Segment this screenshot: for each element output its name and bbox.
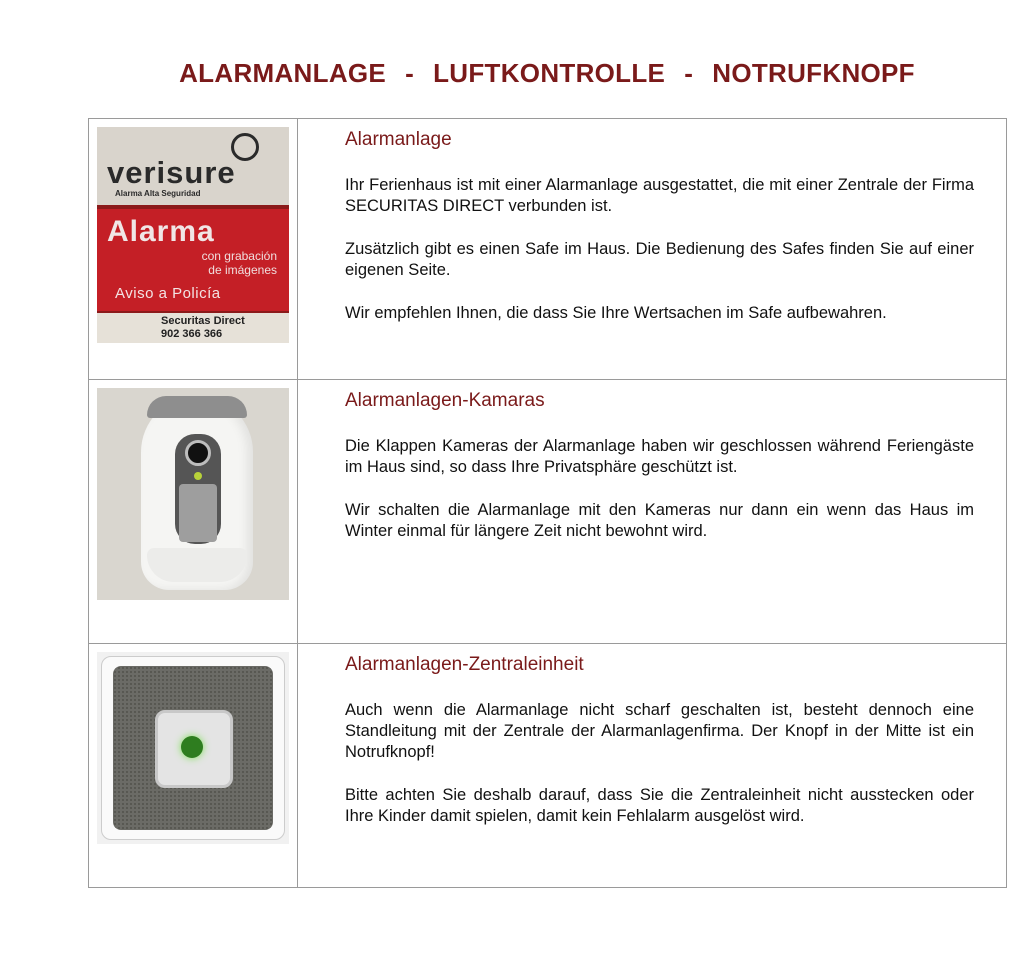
paragraph: Zusätzlich gibt es einen Safe im Haus. Die Bedienung des Safes finden Sie auf einer eigenen Seite. xyxy=(345,240,974,279)
table-row-control-unit xyxy=(89,644,1006,887)
sticker-recording xyxy=(127,249,277,277)
camera-flap xyxy=(179,484,217,542)
sticker-recording-line2: de imágenes xyxy=(208,263,277,277)
table-row-alarm xyxy=(89,119,1006,380)
text-cell xyxy=(298,119,1006,379)
camera-lens-icon xyxy=(185,440,211,466)
info-table xyxy=(88,118,1007,888)
paragraph: Ihr Ferienhaus ist mit einer Alarmanlage ausgestattet, die mit einer Zentrale der Firma SECURITAS DIRECT verbunden ist. xyxy=(345,176,974,215)
paragraph: Die Klappen Kameras der Alarmanlage haben wir geschlossen während Feriengäste im Haus sind, so dass Ihre Privatsphäre geschützt ist. xyxy=(345,437,974,476)
paragraph: Bitte achten Sie deshalb darauf, dass Sie die Zentraleinheit nicht ausstecken oder Ihre Kinder damit spielen, damit kein Fehlalarm ausgelöst wird. xyxy=(345,786,974,825)
sticker-police: Aviso a Policía xyxy=(115,285,221,302)
sticker-tagline: Alarma Alta Seguridad xyxy=(115,189,201,198)
alarm-camera-photo xyxy=(97,388,289,600)
section-heading: Alarmanlagen-Zentraleinheit xyxy=(345,654,584,675)
sticker-company xyxy=(161,315,245,341)
page-title: ALARMANLAGE - LUFTKONTROLLE - NOTRUFKNOPF xyxy=(179,58,915,88)
verisure-sticker-photo xyxy=(97,127,289,343)
sticker-phone: 902 366 366 xyxy=(161,328,223,340)
text-cell xyxy=(298,644,1006,887)
image-cell xyxy=(89,644,298,887)
sticker-company-name: Securitas Direct xyxy=(161,315,245,327)
image-cell xyxy=(89,119,298,379)
section-heading: Alarmanlagen-Kamaras xyxy=(345,390,545,411)
image-cell xyxy=(89,380,298,643)
emergency-button-icon xyxy=(181,736,203,758)
paragraph: Wir empfehlen Ihnen, die dass Sie Ihre Wertsachen im Safe aufbewahren. xyxy=(345,304,887,322)
text-cell xyxy=(298,380,1006,643)
section-heading: Alarmanlage xyxy=(345,129,452,150)
table-row-cameras xyxy=(89,380,1006,644)
paragraph: Auch wenn die Alarmanlage nicht scharf geschalten ist, besteht dennoch eine Standleitung mit der Zentrale der Alarmanlagenfirma. Der Knopf in der Mitte ist ein Notrufknopf! xyxy=(345,701,974,761)
paragraph: Wir schalten die Alarmanlage mit den Kameras nur dann ein wenn das Haus im Winter einmal für längere Zeit nicht bewohnt wird. xyxy=(345,501,974,540)
sticker-recording-line1: con grabación xyxy=(201,249,277,263)
control-unit-photo xyxy=(97,652,289,844)
sticker-alarm-word: Alarma xyxy=(107,215,215,248)
sticker-brand: verisure xyxy=(107,155,236,190)
